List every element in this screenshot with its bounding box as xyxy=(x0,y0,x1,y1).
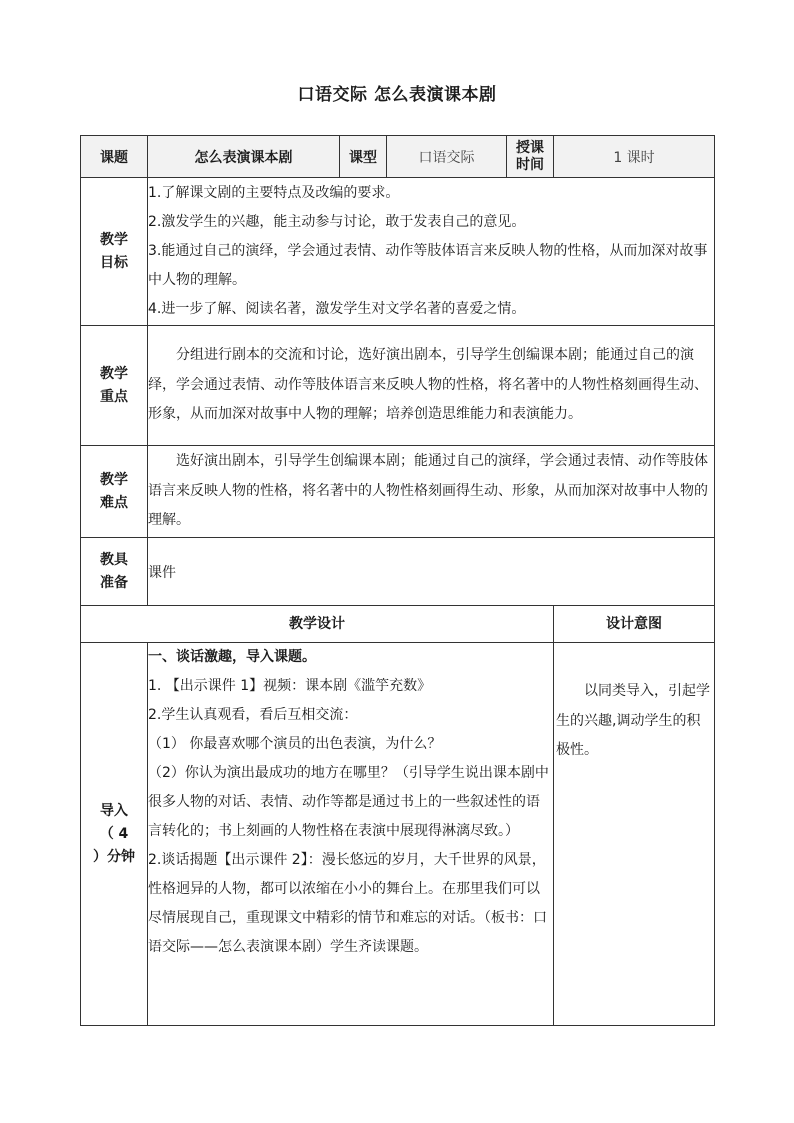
design-header: 教学设计 xyxy=(81,606,554,643)
objective-item: 2.激发学生的兴趣，能主动参与讨论，敢于发表自己的意见。 xyxy=(148,214,526,230)
materials-row xyxy=(81,538,715,606)
topic-value: 怎么表演课本剧 xyxy=(148,136,340,178)
time-label-line-1: 授课 xyxy=(516,139,544,156)
topic-label: 课题 xyxy=(81,136,148,178)
key-points-label-line-2: 重点 xyxy=(100,388,128,405)
key-points-text: 分组进行剧本的交流和讨论，选好演出剧本，引导学生创编课本剧；能通过自己的演绎，学会通过表情、动作等肢体语言来反映人物的性格，将名著中的人物性格刻画得生动、形象，从而加深对故事中人物的理解；培养创造思维能力和表演能力。 xyxy=(148,347,708,423)
materials-label-line-2: 准备 xyxy=(100,574,128,591)
intro-step: （1） 你最喜欢哪个演员的出色表演，为什么？ xyxy=(148,736,442,752)
objectives-content xyxy=(148,178,715,326)
intro-label-line-2: （ 4 xyxy=(99,825,129,842)
intro-step: （2）你认为演出最成功的地方在哪里？（引导学生说出课本剧中很多人物的对话、表情、动作等都是通过书上的一些叙述性的语言转化的；书上刻画的人物性格在表演中展现得淋漓尽致。） xyxy=(148,765,549,839)
difficulties-label-line-1: 教学 xyxy=(100,471,128,488)
document-title: 口语交际 怎么表演课本剧 xyxy=(297,85,497,105)
intro-step: 2.学生认真观看，看后互相交流： xyxy=(148,707,358,723)
difficulties-row xyxy=(81,446,715,538)
intro-step: 2.谈话揭题【出示课件 2】：漫长悠远的岁月，大千世界的风景，性格迥异的人物，都可以浓缩在小小的舞台上。在那里我们可以尽情展现自己，重现课文中精彩的情节和难忘的对话。（板书：口语交际——怎么表演课本剧）学生齐读课题。 xyxy=(148,852,547,955)
key-points-content xyxy=(148,326,715,446)
intent-header: 设计意图 xyxy=(554,606,715,643)
header-row xyxy=(81,136,715,178)
intro-intent-content xyxy=(554,643,715,1026)
intro-step: 1. 【出示课件 1】视频：课本剧《滥竽充数》 xyxy=(148,678,432,694)
type-label: 课型 xyxy=(340,136,387,178)
materials-value: 课件 xyxy=(148,538,715,606)
intro-intent-text: 以同类导入，引起学生的兴趣,调动学生的积极性。 xyxy=(556,683,710,758)
design-header-row xyxy=(81,606,715,643)
key-points-label-line-1: 教学 xyxy=(100,365,128,382)
intro-row xyxy=(81,643,715,1026)
difficulties-content xyxy=(148,446,715,538)
key-points-label xyxy=(81,326,148,446)
intro-label-line-3: ）分钟 xyxy=(93,848,135,865)
objectives-row xyxy=(81,178,715,326)
objective-item: 1.了解课文剧的主要特点及改编的要求。 xyxy=(148,185,400,201)
key-points-row xyxy=(81,326,715,446)
objective-item: 3.能通过自己的演绎，学会通过表情、动作等肢体语言来反映人物的性格，从而加深对故事中人物的理解。 xyxy=(148,243,708,288)
time-label xyxy=(507,136,554,178)
difficulties-label xyxy=(81,446,148,538)
intro-design-content xyxy=(148,643,554,1026)
intro-heading: 一、谈话激趣，导入课题。 xyxy=(148,649,316,665)
intro-label-line-1: 导入 xyxy=(100,802,128,819)
objectives-label-line-2: 目标 xyxy=(100,254,128,271)
type-value: 口语交际 xyxy=(387,136,507,178)
time-label-line-2: 时间 xyxy=(516,156,544,173)
time-value: 1 课时 xyxy=(554,136,715,178)
materials-label xyxy=(81,538,148,606)
lesson-plan-table xyxy=(80,135,715,1026)
objectives-label xyxy=(81,178,148,326)
difficulties-text: 选好演出剧本，引导学生创编课本剧；能通过自己的演绎，学会通过表情、动作等肢体语言来反映人物的性格，将名著中的人物性格刻画得生动、形象，从而加深对故事中人物的理解。 xyxy=(148,453,708,529)
objectives-label-line-1: 教学 xyxy=(100,231,128,248)
intro-label xyxy=(81,643,148,1026)
materials-label-line-1: 教具 xyxy=(100,551,128,568)
objective-item: 4.进一步了解、阅读名著，激发学生对文学名著的喜爱之情。 xyxy=(148,301,526,317)
difficulties-label-line-2: 难点 xyxy=(100,494,128,511)
